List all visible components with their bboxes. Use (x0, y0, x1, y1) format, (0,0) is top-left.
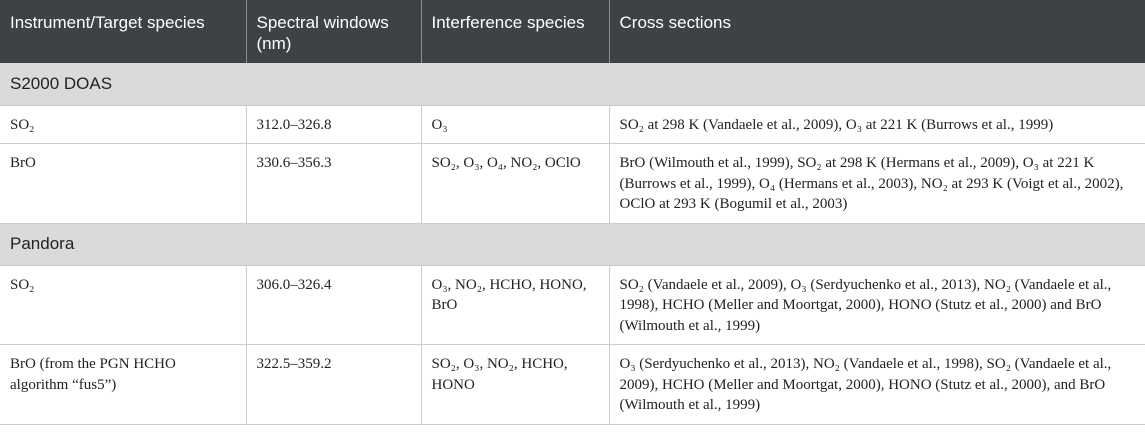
section-row (0, 63, 1145, 105)
target-cell: BrO (0, 144, 246, 224)
header-spectral-windows: Spectral windows (nm) (246, 0, 421, 63)
cross-sections-cell: O₃ (Serdyuchenko et al., 2013), NO₂ (Vandaele et al., 1998), SO₂ (Vandaele et al., 2009), HCHO (Meller and Moortgat, 2000), HONO (Stutz et al., 2000), and BrO (Wilmouth et al., 1999) (609, 345, 1145, 425)
cross-sections-cell: SO₂ at 298 K (Vandaele et al., 2009), O₃ at 221 K (Burrows et al., 1999) (609, 105, 1145, 144)
cross-sections-cell: SO₂ (Vandaele et al., 2009), O₃ (Serdyuchenko et al., 2013), NO₂ (Vandaele et al., 1998), HCHO (Meller and Moortgat, 2000), HONO (Stutz et al., 2000) and BrO (Wilmouth et al., 1999) (609, 265, 1145, 345)
cross-sections-cell: BrO (Wilmouth et al., 1999), SO₂ at 298 K (Hermans et al., 2009), O₃ at 221 K (Burrows et al., 1999), O₄ (Hermans et al., 2003), NO₂ at 293 K (Voigt et al., 2002), OClO at 293 K (Bogumil et al., 2003) (609, 144, 1145, 224)
header-instrument: Instrument/Target species (0, 0, 246, 63)
interference-cell: SO₂, O₃, NO₂, HCHO, HONO (421, 345, 609, 425)
target-cell: SO₂ (0, 265, 246, 345)
window-cell: 330.6–356.3 (246, 144, 421, 224)
section-title: S2000 DOAS (0, 63, 1145, 105)
header-cross-sections: Cross sections (609, 0, 1145, 63)
table-row (0, 345, 1145, 425)
window-cell: 306.0–326.4 (246, 265, 421, 345)
header-interference: Interference species (421, 0, 609, 63)
window-cell: 312.0–326.8 (246, 105, 421, 144)
section-row (0, 223, 1145, 265)
target-cell: SO₂ (0, 105, 246, 144)
table-row (0, 144, 1145, 224)
interference-cell: O₃, NO₂, HCHO, HONO, BrO (421, 265, 609, 345)
header-row (0, 0, 1145, 63)
table-row (0, 265, 1145, 345)
table-row (0, 105, 1145, 144)
interference-cell: O₃ (421, 105, 609, 144)
interference-cell: SO₂, O₃, O₄, NO₂, OClO (421, 144, 609, 224)
section-title: Pandora (0, 223, 1145, 265)
target-cell: BrO (from the PGN HCHO algorithm “fus5”) (0, 345, 246, 425)
window-cell: 322.5–359.2 (246, 345, 421, 425)
